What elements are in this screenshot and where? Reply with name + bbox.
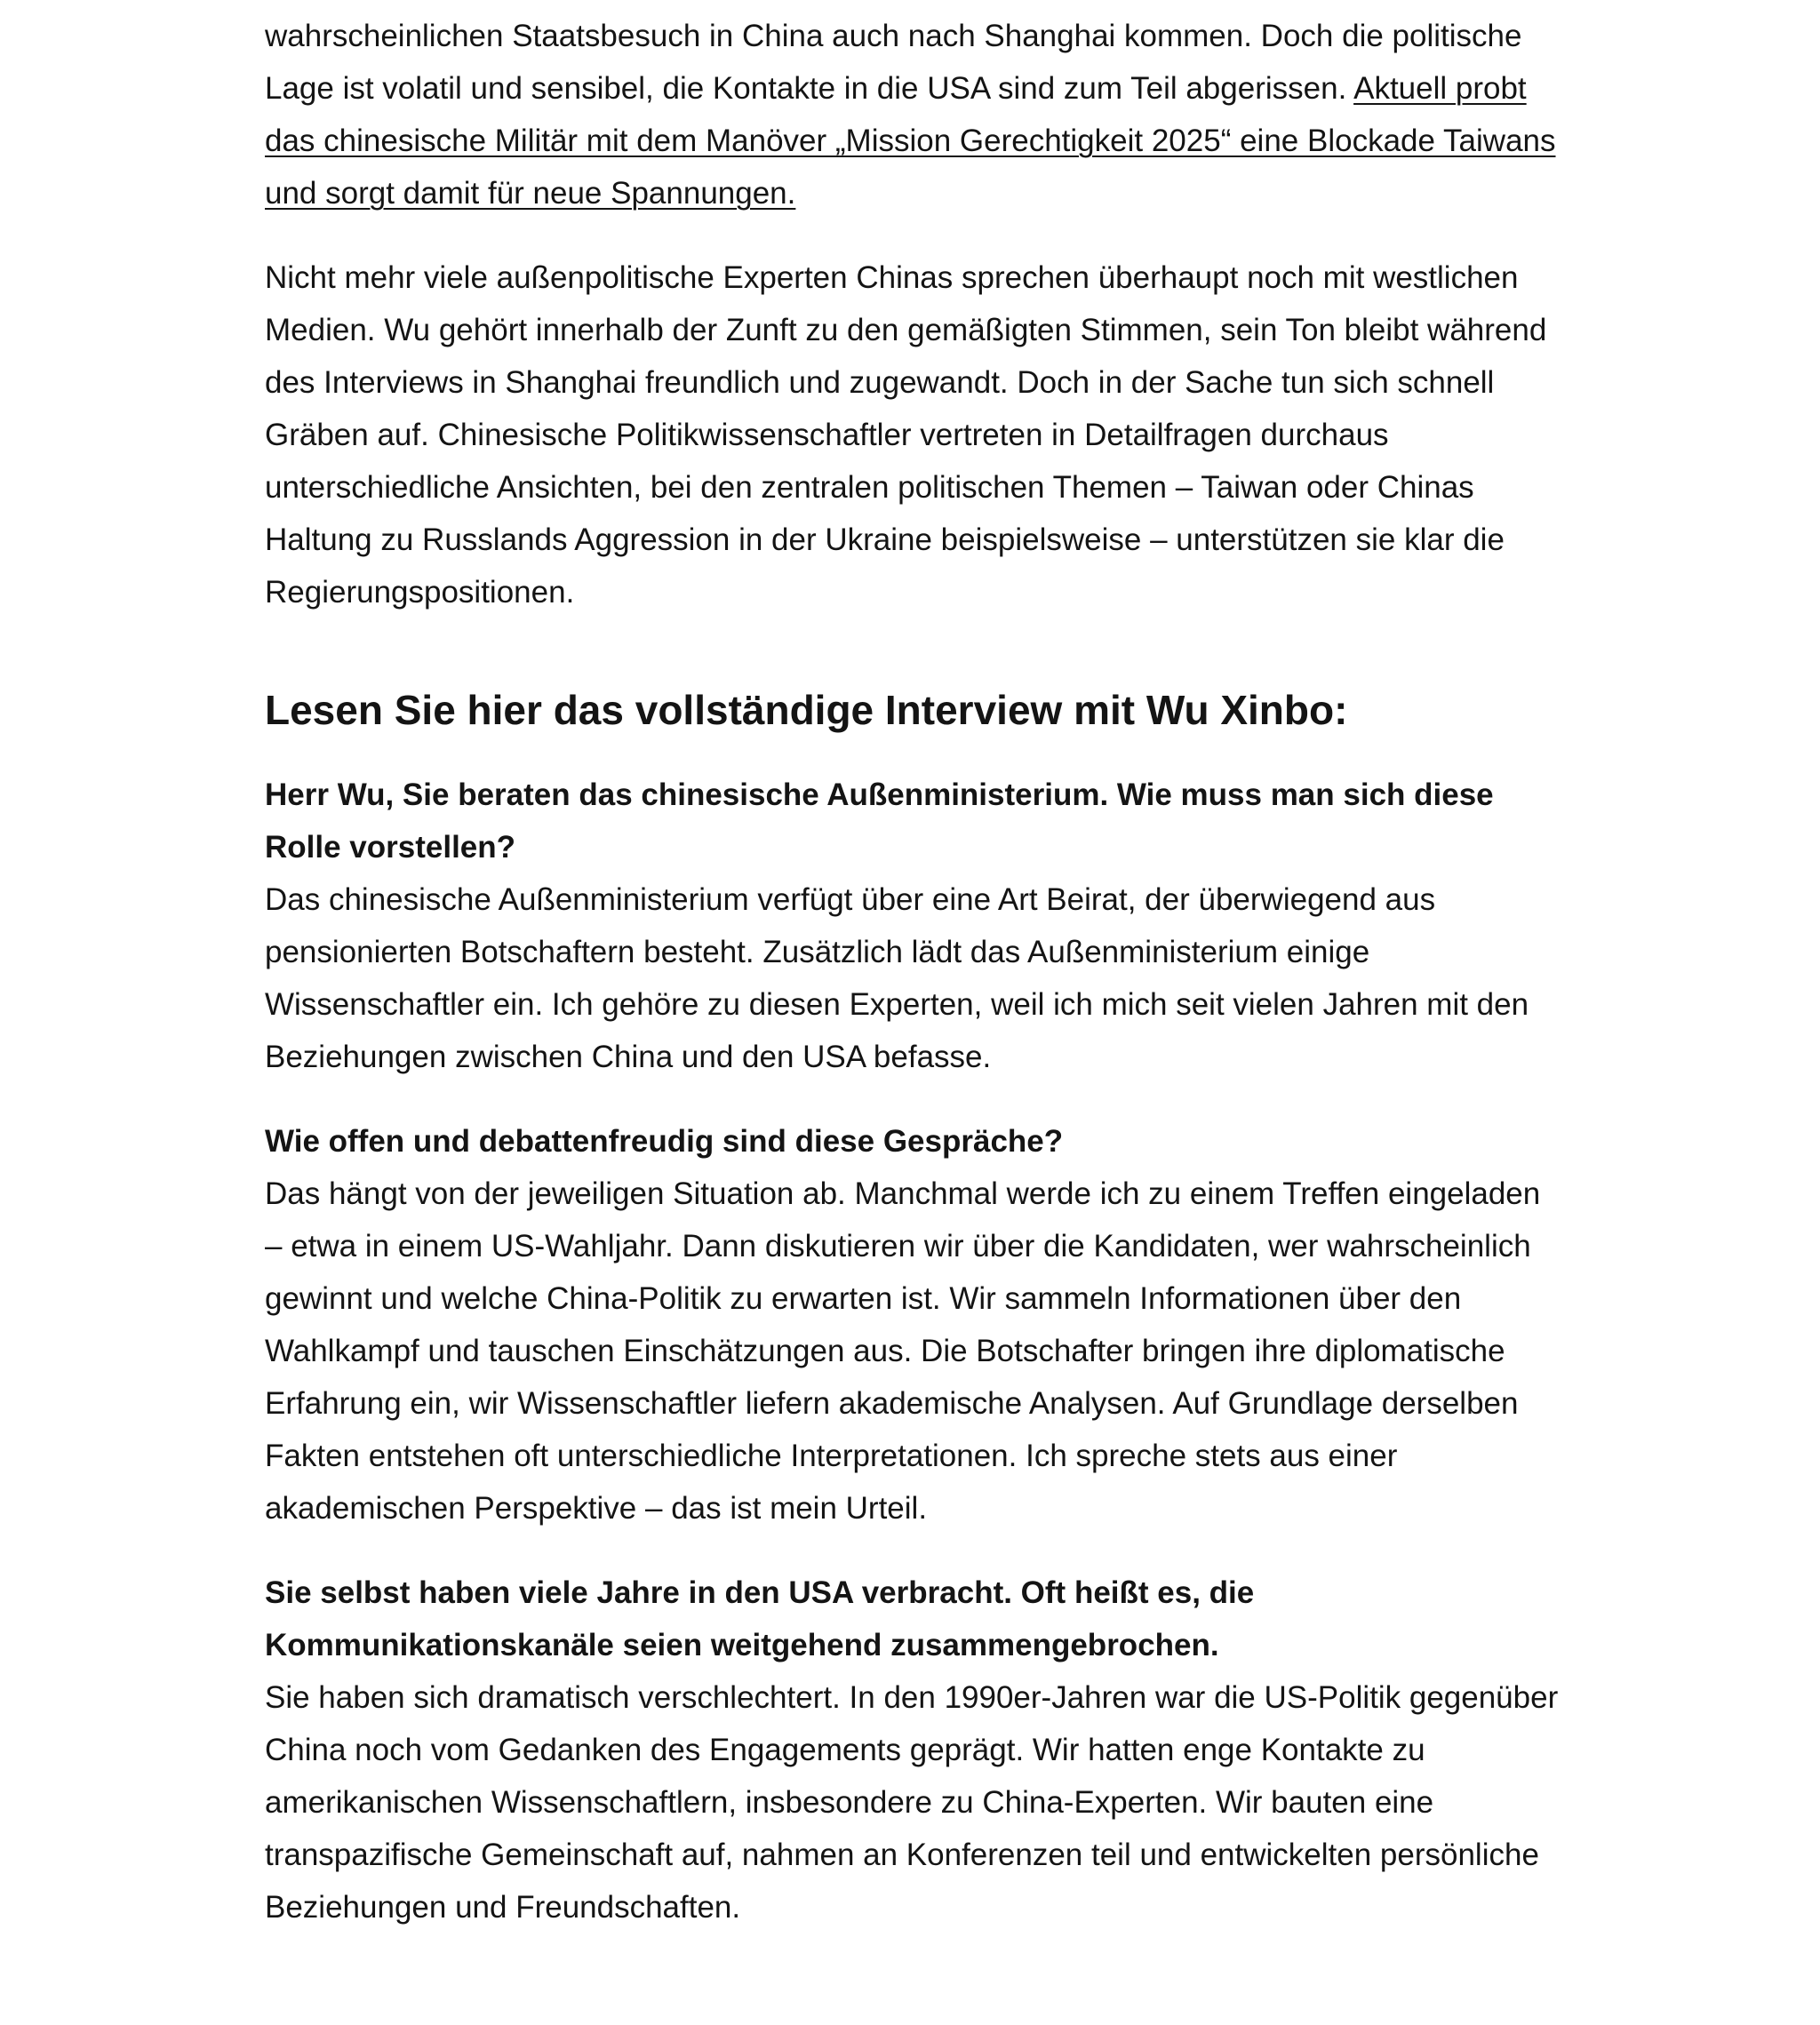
interview-answer: Sie haben sich dramatisch verschlechtert. In den 1990er-Jahren war die US-Politik gegenüber China noch vom Gedanken des Engagements geprägt. Wir hatten enge Kontakte zu amerikanischen Wissenschaftlern, insbesondere zu China-Experten. Wir bauten eine transpazifische Gemeinschaft auf, nahmen an Konferenzen teil und entwickelten persönliche Beziehungen und Freundschaften. — [265, 1680, 1559, 1925]
qa-block — [265, 1115, 1562, 1535]
qa-block — [265, 1567, 1562, 1933]
qa-block — [265, 769, 1562, 1083]
section-heading: Lesen Sie hier das vollständige Interview mit Wu Xinbo: — [265, 687, 1348, 733]
interview-question: Sie selbst haben viele Jahre in den USA verbracht. Oft heißt es, die Kommunikationskanäle seien weitgehend zusammengebrochen. — [265, 1575, 1255, 1662]
interview-question: Wie offen und debattenfreudig sind diese Gespräche? — [265, 1124, 1064, 1159]
paragraph-intro — [265, 10, 1562, 219]
paragraph-experts: Nicht mehr viele außenpolitische Experten Chinas sprechen überhaupt noch mit westlichen Medien. Wu gehört innerhalb der Zunft zu den gemäßigten Stimmen, sein Ton bleibt während des Interviews in Shanghai freundlich und zugewandt. Doch in der Sache tun sich schnell Gräben auf. Chinesische Politikwissenschaftler vertreten in Detailfragen durchaus unterschiedliche Ansichten, bei den zentralen politischen Themen – Taiwan oder Chinas Haltung zu Russlands Aggression in der Ukraine beispielsweise – unterstützen sie klar die Regierungspositionen. — [265, 260, 1547, 610]
article-link-taiwan-manoeuvre[interactable]: Aktuell probt das chinesische Militär mit dem Manöver „Mission Gerechtigkeit 2025“ eine Blockade Taiwans und sorgt damit für neue Spannungen. — [265, 71, 1556, 211]
article-body — [265, 0, 1562, 1933]
interview-answer: Das hängt von der jeweiligen Situation ab. Manchmal werde ich zu einem Treffen eingeladen – etwa in einem US-Wahljahr. Dann diskutieren wir über die Kandidaten, wer wahrscheinlich gewinnt und welche China-Politik zu erwarten ist. Wir sammeln Informationen über den Wahlkampf und tauschen Einschätzungen aus. Die Botschafter bringen ihre diplomatische Erfahrung ein, wir Wissenschaftler liefern akademische Analysen. Auf Grundlage derselben Fakten entstehen oft unterschiedliche Interpretationen. Ich spreche stets aus einer akademischen Perspektive – das ist mein Urteil. — [265, 1176, 1541, 1526]
interview-answer: Das chinesische Außenministerium verfügt über eine Art Beirat, der überwiegend aus pensionierten Botschaftern besteht. Zusätzlich lädt das Außenministerium einige Wissenschaftler ein. Ich gehöre zu diesen Experten, weil ich mich seit vielen Jahren mit den Beziehungen zwischen China und den USA befasse. — [265, 882, 1529, 1074]
paragraph-intro-text: wahrscheinlichen Staatsbesuch in China auch nach Shanghai kommen. Doch die politische Lage ist volatil und sensibel, die Kontakte in die USA sind zum Teil abgerissen. — [265, 19, 1522, 106]
interview-question: Herr Wu, Sie beraten das chinesische Außenministerium. Wie muss man sich diese Rolle vorstellen? — [265, 777, 1494, 865]
